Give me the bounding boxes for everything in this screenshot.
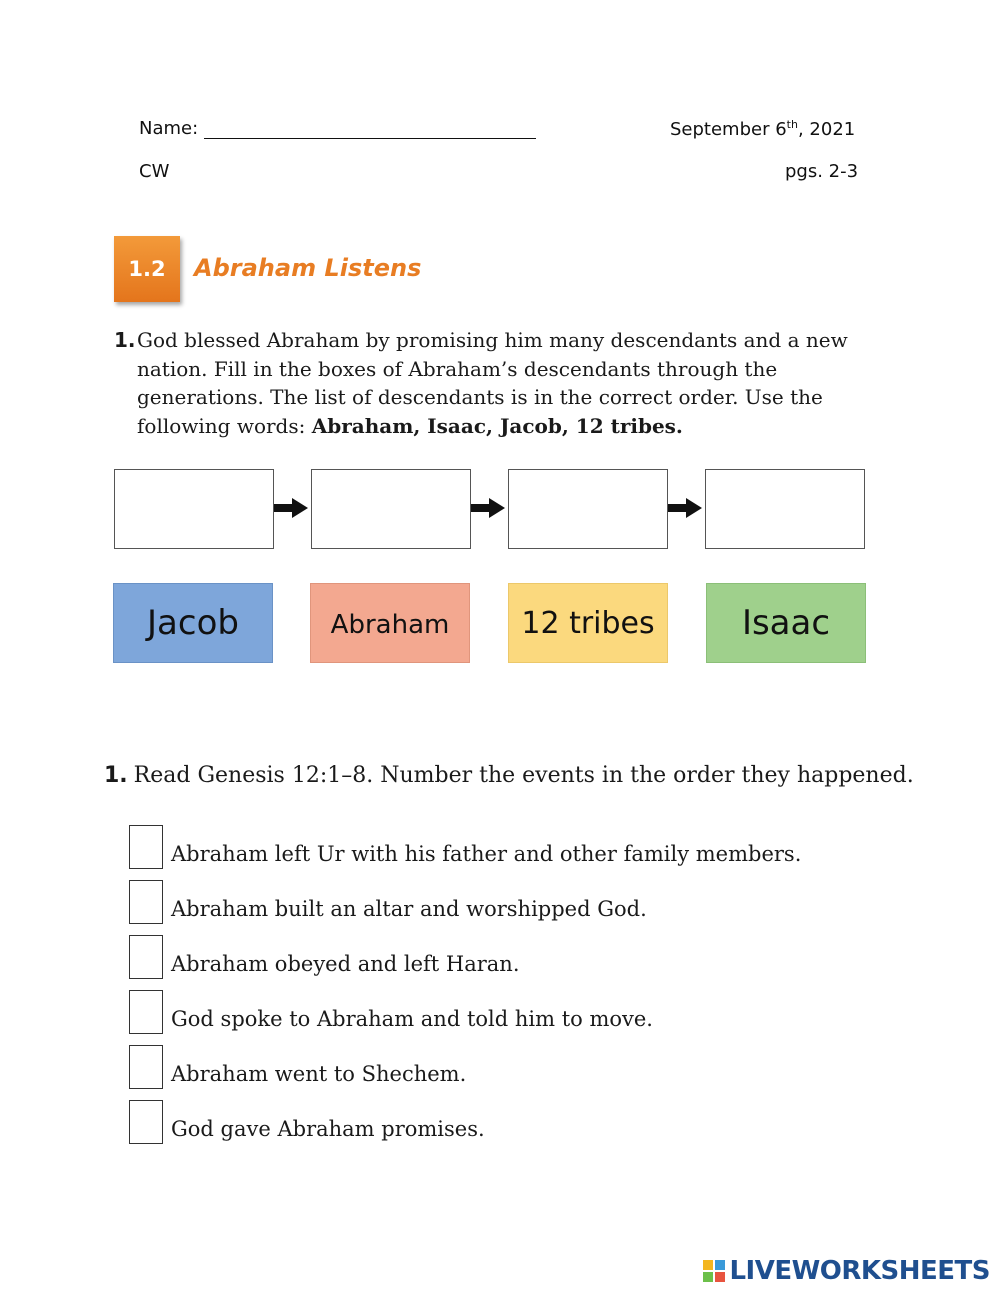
word-tile-jacob[interactable]: Jacob xyxy=(113,583,273,663)
name-field[interactable] xyxy=(204,118,536,139)
date-main: September 6 xyxy=(670,119,787,140)
event-item xyxy=(129,1100,485,1146)
date-suffix: th xyxy=(786,118,798,131)
lesson-title: Abraham Listens xyxy=(194,254,422,282)
question-1-word-list: Abraham, Isaac, Jacob, 12 tribes. xyxy=(311,413,683,438)
liveworksheets-logo-text: LIVEWORKSHEETS xyxy=(729,1256,990,1286)
event-text: Abraham obeyed and left Haran. xyxy=(171,952,520,976)
question-2 xyxy=(104,763,914,788)
word-tile-12-tribes[interactable]: 12 tribes xyxy=(508,583,668,663)
answer-box-2[interactable] xyxy=(311,469,471,549)
event-item xyxy=(129,825,801,871)
arrow-right-icon xyxy=(274,498,308,518)
liveworksheets-logo xyxy=(703,1256,990,1286)
lesson-badge: 1.2 xyxy=(114,236,180,302)
work-type: CW xyxy=(139,161,170,182)
page-ref: pgs. 2-3 xyxy=(785,161,859,182)
question-1-number: 1. xyxy=(114,328,136,352)
event-number-box[interactable] xyxy=(129,825,163,869)
question-2-number: 1. xyxy=(104,763,128,788)
arrow-right-icon xyxy=(471,498,505,518)
answer-box-3[interactable] xyxy=(508,469,668,549)
question-2-text: Read Genesis 12:1–8. Number the events in the order they happened. xyxy=(133,763,914,788)
event-text: Abraham went to Shechem. xyxy=(171,1062,467,1086)
event-item xyxy=(129,1045,466,1091)
event-number-box[interactable] xyxy=(129,1045,163,1089)
liveworksheets-logo-icon xyxy=(703,1260,725,1282)
word-tile-isaac[interactable]: Isaac xyxy=(706,583,866,663)
event-item xyxy=(129,990,653,1036)
answer-box-1[interactable] xyxy=(114,469,274,549)
event-number-box[interactable] xyxy=(129,1100,163,1144)
question-1 xyxy=(114,326,874,440)
event-item xyxy=(129,935,520,981)
event-number-box[interactable] xyxy=(129,990,163,1034)
event-text: Abraham left Ur with his father and other family members. xyxy=(171,842,802,866)
name-label: Name: xyxy=(139,118,199,139)
event-text: God gave Abraham promises. xyxy=(171,1117,485,1141)
event-text: Abraham built an altar and worshipped God. xyxy=(171,897,647,921)
event-item xyxy=(129,880,647,926)
event-number-box[interactable] xyxy=(129,880,163,924)
question-1-text: God blessed Abraham by promising him many descendants and a new nation. Fill in the boxes of Abraham’s descendants through the generations. The list of descendants is in the correct order. Use the following words: xyxy=(137,328,848,438)
answer-box-4[interactable] xyxy=(705,469,865,549)
event-text: God spoke to Abraham and told him to move. xyxy=(171,1007,653,1031)
date xyxy=(670,118,855,140)
arrow-right-icon xyxy=(668,498,702,518)
event-number-box[interactable] xyxy=(129,935,163,979)
word-tile-abraham[interactable]: Abraham xyxy=(310,583,470,663)
name-row xyxy=(139,118,536,139)
date-year: , 2021 xyxy=(797,119,856,140)
